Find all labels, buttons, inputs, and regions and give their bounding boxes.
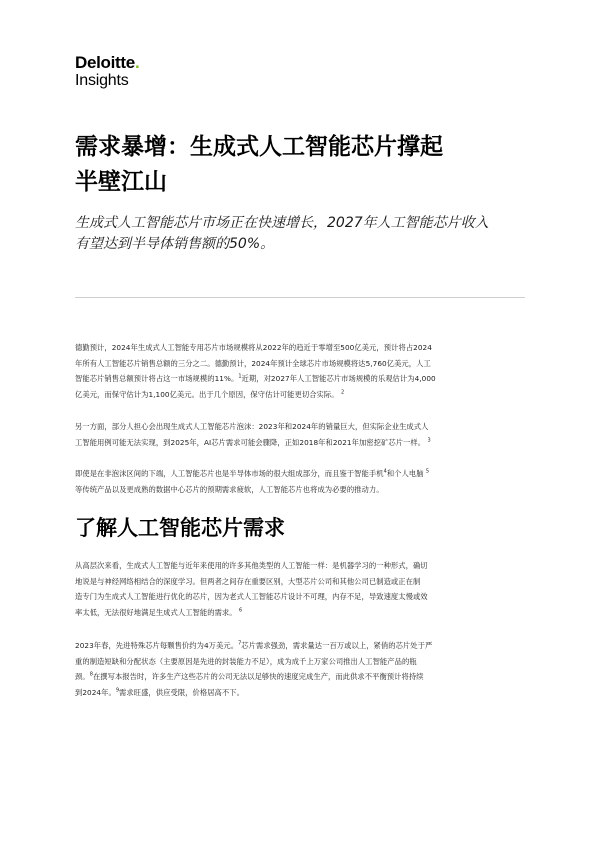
deloitte-insights-logo: [75, 54, 139, 89]
paragraph-2: 另一方面，部分人担心会出现生成式人工智能芯片泡沫：2023年和2024年的销量巨大，但实际企业生成式人 工智能用例可能无法实现，到2025年，AI芯片需求可能会骤降，正如2018年和2021年加密挖矿芯片一样。 $^3$: [75, 422, 431, 447]
paragraph-1: 德勤预计，2024年生成式人工智能专用芯片市场规模将从2022年的趋近于零增至500亿美元，预计将占2024 年所有人工智能芯片销售总额的三分之二。德勤预计，2024年预计全球芯片市场规模将达5,760亿美元，人工 智能芯片销售总额预计将占这一市场规模的11%。$^1$近期，对2027年人工智能芯片市场规模的乐观估计为4,000 亿美元，而保守估计为1,100亿美元。出于几个原因，保守估计可能更切合实际。 $^2$: [75, 343, 436, 399]
page-title: 需求暴增：生成式人工智能芯片撑起 半壁江山: [75, 134, 443, 195]
section-heading: 了解人工智能芯片需求: [75, 516, 285, 540]
logo-sub: Insights: [75, 72, 129, 89]
footnote-ref-4[interactable]: 4: [383, 468, 387, 475]
paragraph-5: 2023年春，先进特殊芯片每颗售价约为4万美元。$^7$芯片需求强劲，需求量达一百万或以上，紧俏的芯片处于严 重的制造短缺和分配状态（主要原因是先进的封装能力不足），成为成千上万家公司推出人工智能产品的瓶 颈。$^8$在撰写本报告时，许多生产这些芯片的公司无法以足够快的速度完成生产，而此供求不平衡预计将持续 到2024年。$^9$需求旺盛，供应受限，价格居高不下。: [75, 640, 433, 697]
page-subtitle: 生成式人工智能芯片市场正在快速增长，2027年人工智能芯片收入 有望达到半导体销售额的50%。: [75, 215, 489, 252]
footnote-ref-9[interactable]: 9: [115, 687, 120, 694]
paragraph-3: 即使是在非泡沫区间的下端，人工智能芯片也是半导体市场的很大组成部分，而且鉴于智能手机$^4$和个人电脑 $^5$ 等传统产品以及更成熟的数据中心芯片的预期需求疲软，人工智能芯片也将成为必要的推动力。: [75, 468, 430, 494]
footnote-ref-6[interactable]: 6: [239, 607, 243, 614]
paragraph-4: 从高层次来看，生成式人工智能与近年来使用的许多其他类型的人工智能一样：是机器学习的一种形式，确切 地说是与神经网络相结合的深度学习。但两者之间存在重要区别，大型芯片公司和其他公司已制造或正在制 造专门为生成式人工智能进行优化的芯片，因为老式人工智能芯片设计不可理，内存不足，导致速度太慢或效 率太低，无法很好地满足生成式人工智能的需求。 $^6$: [75, 561, 428, 617]
logo-green-dot: .: [134, 53, 140, 72]
logo-brand: Deloitte.: [75, 53, 140, 72]
footnote-ref-2[interactable]: 2: [340, 389, 345, 396]
divider: [75, 297, 525, 298]
footnote-ref-5[interactable]: 5: [425, 468, 430, 475]
footnote-ref-7[interactable]: 7: [238, 640, 242, 647]
footnote-ref-8[interactable]: 8: [89, 671, 93, 678]
footnote-ref-3[interactable]: 3: [427, 437, 431, 444]
footnote-ref-1[interactable]: 1: [238, 373, 242, 380]
